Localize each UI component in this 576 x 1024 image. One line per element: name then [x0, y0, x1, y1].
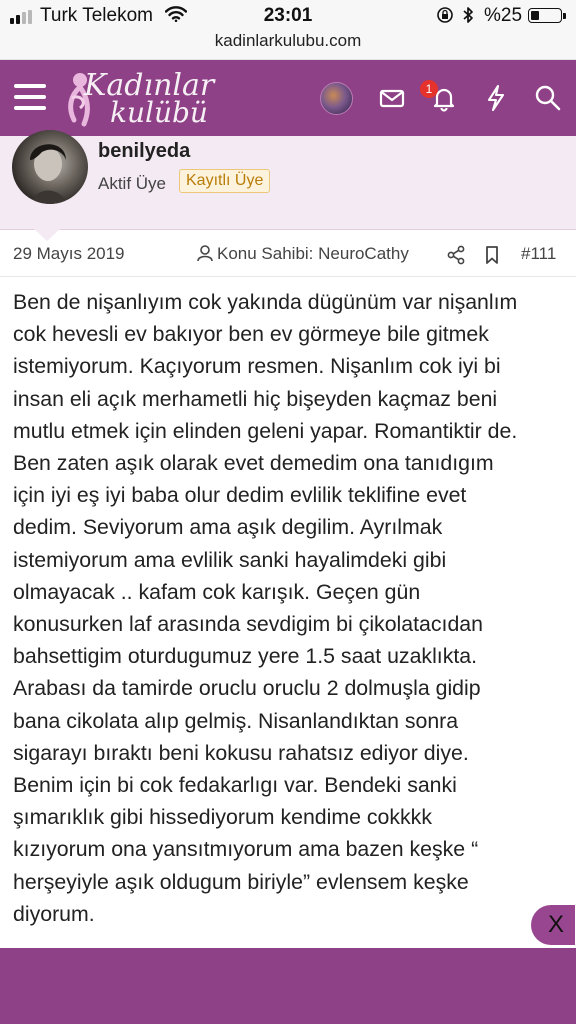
post-meta [0, 244, 576, 266]
ad-banner[interactable] [0, 948, 576, 1024]
post-line: insan eli açık merhametli hiç bişeyden kaçmaz beni [13, 386, 498, 411]
url-text: kadinlarkulubu.com [214, 31, 362, 50]
author-avatar[interactable] [12, 130, 88, 204]
person-icon [196, 244, 214, 262]
menu-icon[interactable] [14, 84, 46, 110]
post-line: Ben zaten aşık olarak evet demedim ona tanıdıgım [13, 451, 494, 476]
post-line: sigarayı bıraktı beni kokusu rahatsız ediyor diye. [13, 740, 469, 765]
battery-percent: %25 [484, 5, 523, 26]
post-line: istemiyorum ama evlilik sanki hayalimdeki gibi [13, 547, 447, 572]
post-line: mutlu etmek için elinden geleni yapar. Romantiktir de. [13, 418, 518, 443]
post-line: bana cikolata alıp gelmiş. Nisanlandıktan sonra [13, 708, 459, 733]
thread-starter-label: Konu Sahibi: NeuroCathy [217, 244, 409, 263]
mail-icon[interactable] [376, 82, 408, 114]
site-header [0, 60, 576, 136]
orientation-lock-and-bluetooth-icons [437, 6, 485, 24]
battery-icon [528, 8, 562, 23]
post-date[interactable]: 29 Mayıs 2019 [13, 244, 125, 263]
divider [0, 276, 576, 277]
post-line: cok hevesli ev bakıyor ben ev görmeye bile gitmek [13, 322, 489, 347]
logo-text-line1: Kadınlar [84, 68, 215, 103]
carrier-label: Turk Telekom [40, 5, 153, 26]
user-avatar[interactable] [320, 82, 353, 115]
post-line: bahsettigim oturdugumuz yere 1.5 saat uzaklıkta. [13, 644, 478, 669]
post-line: istemiyorum. Kaçıyorum resmen. Nişanlım cok iyi bi [13, 354, 501, 379]
clock: 23:01 [263, 5, 313, 26]
logo-text-line2: kulübü [110, 96, 208, 129]
author-title: Aktif Üye [98, 174, 167, 193]
post-number-link[interactable]: #111 [521, 244, 557, 263]
post-line: Arabası da tamirde oruclu oruclu 2 dolmuşla gidip [13, 676, 481, 701]
author-pointer-arrow [34, 229, 60, 241]
post-line: kızıyorum ona yansıtmıyorum ama bazen keşke “ [13, 837, 479, 862]
post-line: diyorum. [13, 901, 95, 926]
post-line: konusurken laf arasında sevdigim bi çikolatacıdan [13, 612, 483, 637]
post-line: dedim. Seviyorum ama aşık degilim. Ayrılmak [13, 515, 443, 540]
notification-count-badge[interactable]: 1 [420, 80, 438, 98]
post-line: Ben de nişanlıyım cok yakında dügünüm var nişanlım [13, 290, 518, 314]
post-line: için iyi eş iyi baba olur dedim evlilik teklifine evet [13, 483, 467, 508]
post-line: herşeyiyle aşık oldugum biriyle” evlensem keşke [13, 869, 469, 894]
bookmark-icon[interactable] [483, 245, 501, 265]
post-line: şımarıklık gibi hissediyorum kendime cokkkk [13, 805, 432, 830]
thread-starter [196, 244, 409, 264]
url-bar[interactable] [0, 30, 576, 60]
share-icon[interactable] [446, 245, 466, 265]
search-icon[interactable] [532, 82, 564, 114]
post-body [13, 286, 569, 930]
member-badge: Kayıtlı Üye [179, 169, 270, 193]
post-author-block [0, 136, 576, 230]
post-line: Benim için bi cok fedakarlıgı var. Bendeki sanki [13, 773, 457, 798]
post-line: olmayacak .. kafam cok karışık. Geçen gün [13, 579, 421, 604]
close-ad-button[interactable]: X [531, 905, 575, 945]
author-name-link[interactable]: benilyeda [98, 140, 191, 162]
status-bar [0, 0, 576, 30]
bolt-icon[interactable] [480, 82, 512, 114]
